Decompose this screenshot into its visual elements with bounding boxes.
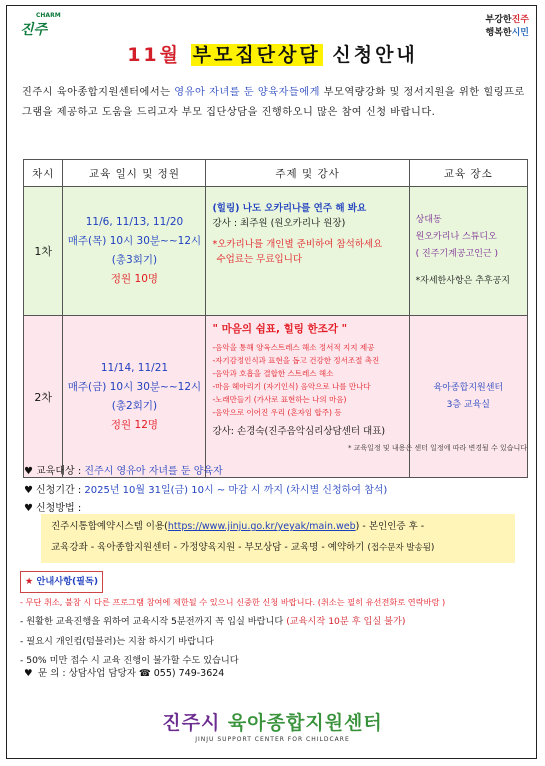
session-no: 2차: [24, 316, 63, 478]
table-row: [24, 187, 528, 316]
header-date: 교육 일시 및 정원: [63, 160, 206, 187]
period-label: 신청기간: [36, 485, 75, 496]
heart-icon: ♥: [24, 466, 33, 477]
app-text: ) - 본인인증 후 -: [355, 521, 425, 532]
notice-section: [20, 571, 530, 671]
item: -자기감정인식과 표현을 돕고 건강한 정서조절 촉진: [212, 356, 380, 365]
intro-p1: 진주시 육아종합지원센터에서는: [22, 87, 175, 98]
logo-tag: CHARM: [36, 12, 61, 19]
count: (총3회기): [111, 254, 158, 266]
dates: 11/6, 11/13, 11/20: [85, 216, 184, 228]
slogan-2b: 시민: [511, 28, 529, 38]
item: -음악을 통해 양육스트레스 해소 정서적 지지 제공: [212, 343, 375, 352]
session-topic: [206, 187, 409, 316]
lecturer: 강사 : 최주원 (원오카리나 원장): [212, 218, 346, 229]
topic: (힐링) 나도 오카리나를 연주 해 봐요: [212, 203, 367, 214]
slogan-1a: 부강한: [485, 15, 512, 25]
item: -노래만들기 (가사로 표현하는 나의 마음): [212, 395, 347, 404]
session-no: 1차: [24, 187, 63, 316]
notice-line: - 무단 취소, 불참 시 다른 프로그램 참여에 제한될 수 있으니 신중한 신청 바랍니다. (취소는 필히 유선전화로 연락바람 ): [20, 596, 446, 607]
contact-info: [24, 665, 224, 679]
time: 매주(금) 10시 30분~~12시: [67, 380, 202, 393]
notice-title: [20, 571, 103, 593]
place4: *자세한사항은 추후공지: [415, 276, 510, 286]
intro-p3: 부모역량강화 및 정서지원을 위한 힐링프로그램을 제공하고 도움을 드리고자 부모 집단상담을 진행하오니 많은 참여 신청 바랍니다.: [22, 87, 525, 118]
session-topic: [206, 316, 409, 478]
intro-text: [22, 83, 527, 123]
header-place: 교육 장소: [409, 160, 527, 187]
item: -마음 헤아리기 (자기인식) 음악으로 나를 만나다: [212, 382, 371, 391]
intro-p2: 영유아 자녀를 둔 양육자들에게: [174, 87, 320, 98]
contact-label: 문 의: [38, 668, 60, 679]
place3: ( 진주기계공고인근 ): [415, 249, 498, 259]
target-label: 교육대상: [36, 466, 75, 477]
contact-value: : 상담사업 담당자 ☎ 055) 749-3624: [62, 668, 225, 679]
app-steps: 교육강좌 - 육아종합지원센터 - 가정양육지원 - 부모상담 - 교육명 - 예약하기: [51, 542, 365, 553]
place2: 3층 교육실: [446, 399, 491, 410]
session-date: [63, 187, 206, 316]
notice-line-note: (교육시작 10분 후 입실 불가): [286, 616, 406, 627]
center-logo: [0, 708, 545, 743]
target-value: 진주시 영유아 자녀를 둔 양육자: [84, 466, 223, 477]
topic: " 마음의 쉼표, 힐링 한조각 ": [212, 323, 348, 335]
footer-center: 육아종합지원센터: [227, 712, 383, 734]
info-period: ♥ 신청기간 : 2025년 10월 31일(금) 10시 ~ 마감 시 까지 (차시별 신청하여 참석): [24, 481, 387, 501]
period-note: (차시별 신청하여 참석): [286, 485, 388, 496]
header-topic: 주제 및 강사: [206, 160, 409, 187]
table-footnote: * 교육일정 및 내용은 센터 일정에 따라 변경될 수 있습니다: [347, 444, 527, 452]
session-place: [409, 316, 527, 478]
count: (총2회기): [111, 399, 158, 412]
info-method: ♥ 신청방법 :: [24, 499, 81, 519]
logo-text: 진주: [20, 22, 48, 38]
dates: 11/14, 11/21: [100, 361, 169, 374]
slogan-logo: [486, 14, 529, 40]
place1: 육아종합지원센터: [433, 382, 504, 393]
method-label: 신청방법: [36, 503, 75, 514]
app-note: (접수문자 발송됨): [367, 543, 435, 553]
notice-line: - 원활한 교육진행을 위하여 교육시작 5분전까지 꼭 입실 바랍니다: [20, 616, 287, 627]
place2: 원오카리나 스튜디오: [415, 232, 497, 242]
note1: *오카리나를 개인별 준비하여 참석하세요: [212, 239, 383, 250]
app-text: 진주시통합예약시스템 이용(: [51, 521, 168, 532]
time: 매주(목) 10시 30분~~12시: [67, 235, 202, 247]
place1: 상대동: [415, 215, 442, 225]
heart-icon: ♥: [24, 668, 33, 679]
title-highlight: 부모집단상담: [192, 44, 321, 66]
lecturer: 강사: 손경숙(진주음악심리상담센터 대표): [212, 426, 386, 437]
title-rest: 신청안내: [332, 44, 418, 66]
note2: 수업료는 무료입니다: [216, 254, 303, 265]
header-no: 차시: [24, 160, 63, 187]
capacity: 정원 10명: [110, 273, 159, 285]
slogan-1b: 진주: [511, 15, 529, 25]
title-month: 11월: [127, 44, 181, 66]
heart-icon: ♥: [24, 485, 33, 496]
period-value: 2025년 10월 31일(금) 10시 ~ 마감 시 까지: [84, 485, 284, 496]
reservation-link[interactable]: https://www.jinju.go.kr/yeyak/main.web: [167, 521, 356, 532]
table-row: [24, 316, 528, 478]
notice-line: - 50% 미만 접수 시 교육 진행이 불가할 수도 있습니다: [20, 655, 239, 666]
page-title: [0, 40, 545, 67]
session-place: [409, 187, 527, 316]
item: -음악으로 이어진 우리 (혼자임 합주) 등: [212, 408, 342, 417]
session-date: [63, 316, 206, 478]
item: -음악과 호흡을 결합한 스트레스 해소: [212, 369, 334, 378]
info-target: ♥ 교육대상 : 진주시 영유아 자녀를 둔 양육자: [24, 462, 223, 482]
capacity: 정원 12명: [110, 418, 159, 431]
application-box: [41, 514, 515, 563]
slogan-2a: 행복한: [485, 28, 512, 38]
schedule-table: [23, 159, 528, 478]
notice-title-text: 안내사항(필독): [36, 576, 99, 587]
heart-icon: ♥: [24, 503, 33, 514]
star-icon: ★: [25, 576, 34, 587]
footer-sub: JINJU SUPPORT CENTER FOR CHILDCARE: [195, 736, 350, 743]
notice-line: - 필요시 개인컵(텀블러)는 지참 하시기 바랍니다: [20, 635, 214, 647]
footer-city: 진주시: [162, 712, 228, 734]
